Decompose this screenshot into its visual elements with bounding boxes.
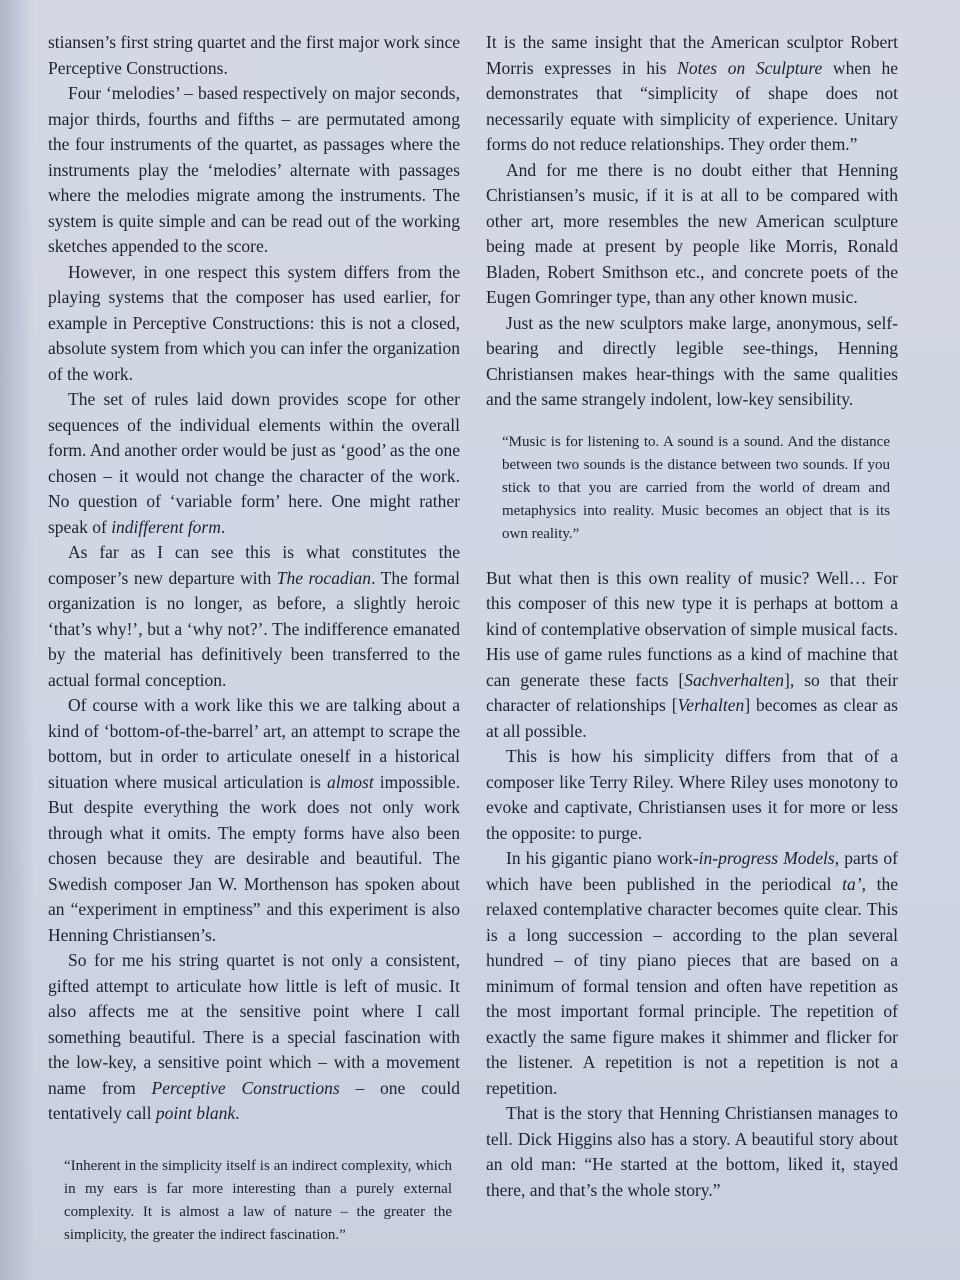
page-gutter-shadow (0, 0, 34, 1280)
paragraph-text: stiansen’s first string quartet and the first major work since Perceptive Constructions. (48, 32, 460, 78)
paragraph-text: . (235, 1103, 240, 1123)
quote-text: “Music is for listening to. A sound is a sound. And the distance between two sounds is the distance between two sounds. If you stick to that you are carried from the world of dream and metaphysics into reality. Music becomes an object that is its own reality.” (502, 433, 890, 542)
paragraph-text: The set of rules laid down provides scope for other sequences of the individual elements within the overall form. And another order would be just as ‘good’ as the one chosen – it would not change the character of the work. No question of ‘variable form’ here. One might rather speak of (48, 389, 460, 537)
paragraph (486, 846, 898, 1101)
paragraph (48, 387, 460, 540)
paragraph (486, 30, 898, 158)
paragraph-text: As far as I can see this is what constitutes the composer’s new departure with (48, 542, 460, 588)
paragraph (486, 566, 898, 745)
paragraph-text: ] becomes as clear as at all possible. (486, 695, 898, 741)
italic-term: point blank (155, 1103, 236, 1123)
paragraph (48, 948, 460, 1127)
paragraph (48, 540, 460, 693)
italic-title: The rocadian (276, 567, 372, 588)
left-column (48, 30, 460, 1267)
paragraph (486, 311, 898, 413)
paragraph-text: In his gigantic piano work- (506, 848, 699, 868)
paragraph (486, 1101, 898, 1203)
paragraph (486, 744, 898, 846)
paragraph-text: This is how his simplicity differs from that of a composer like Terry Riley. Where Riley uses monotony to evoke and captivate, Christiansen uses it for more or less the opposite: to purge. (486, 746, 898, 843)
paragraph-text: when he demonstrates that “simplicity of shape does not necessarily equate with simplicity of experience. Unitary forms do not reduce relationships. They order them.” (486, 57, 898, 154)
paragraph-text: It is the same insight that the American sculptor Robert Morris expresses in his (486, 32, 898, 78)
paragraph-text: Four ‘melodies’ – based respectively on major seconds, major thirds, fourths and fifths – are permutated among the four instruments of the quartet, as passages where the instruments play the ‘melodies’ alternate with passages where the melodies migrate among the instruments. The system is quite simple and can be read out of the working sketches appended to the score. (48, 83, 460, 256)
paragraph-text: impossible. But despite everything the work does not only work through what it omits. The empty forms have also been chosen because they are desirable and beautiful. The Swedish composer Jan W. Morthenson has spoken about an “experiment in emptiness” and this experiment is also Henning Christiansen’s. (48, 771, 460, 945)
paragraph (486, 158, 898, 311)
italic-title: in-progress Models (698, 848, 835, 868)
paragraph (48, 693, 460, 948)
italic-title: Notes on Sculpture (677, 57, 823, 78)
paragraph-text: . (220, 516, 226, 537)
paragraph-text: However, in one respect this system differs from the playing systems that the composer has used earlier, for example in Perceptive Constructions: this is not a closed, absolute system from which you can infer the organization of the work. (48, 261, 460, 384)
paragraph-text: – one could tentatively call (48, 1077, 460, 1123)
block-quote (502, 431, 890, 546)
paragraph-text: , parts of which have been published in the periodical (486, 848, 899, 894)
paragraph (48, 81, 460, 260)
block-quote (64, 1155, 452, 1247)
paragraph (48, 30, 460, 81)
italic-term: almost (327, 771, 374, 792)
italic-term: indifferent form (111, 516, 221, 537)
italic-term: Verhalten (677, 695, 745, 715)
italic-term: Sachverhalten (684, 669, 785, 690)
paragraph-text: , the relaxed contemplative character becomes quite clear. This is a long succession – according to the plan several hundred – of tiny piano pieces that are based on a minimum of formal tension and often have repetition as the most important formal principle. The repetition of exactly the same figure makes it shimmer and flicker for the listener. A repetition is not a repetition is not a repetition. (486, 873, 898, 1098)
paragraph-text: But what then is this own reality of music? Well… For this composer of this new type it is perhaps at bottom a kind of contemplative observation of simple musical facts. His use of game rules functions as a kind of machine that can generate these facts [ (486, 567, 898, 690)
paragraph (48, 260, 460, 388)
italic-title: Perceptive Constructions (151, 1077, 340, 1098)
italic-title: ta’ (842, 873, 862, 894)
paragraph-text: That is the story that Henning Christiansen manages to tell. Dick Higgins also has a story. A beautiful story about an old man: “He started at the bottom, liked it, stayed there, and that’s the whole story.” (486, 1103, 898, 1200)
right-column (486, 30, 898, 1203)
paragraph-text: Just as the new sculptors make large, anonymous, self-bearing and directly legible see-things, Henning Christiansen makes hear-things with the same qualities and the same strangely indolent, low-key sensibility. (486, 312, 898, 409)
quote-text: “Inherent in the simplicity itself is an indirect complexity, which in my ears is far more interesting than a purely external complexity. It is almost a law of nature – the greater the simplicity, the greater the indirect fascination.” (64, 1157, 452, 1243)
paragraph-text: ], so that their character of relationships [ (486, 669, 898, 715)
paragraph-text: And for me there is no doubt either that Henning Christiansen’s music, if it is at all to be compared with other art, more resembles the new American sculpture being made at present by people like Morris, Ronald Bladen, Robert Smithson etc., and concrete poets of the Eugen Gomringer type, than any other known music. (486, 159, 898, 307)
paragraph-text: . The formal organization is no longer, as before, a slightly heroic ‘that’s why!’, but a ‘why not?’. The indifference emanated by the material has definitively been transferred to the actual formal conception. (48, 567, 460, 690)
paragraph-text: Of course with a work like this we are talking about a kind of ‘bottom-of-the-barrel’ art, an attempt to scrape the bottom, but in order to articulate oneself in a historical situation where musical articulation is (48, 695, 460, 792)
paragraph-text: So for me his string quartet is not only a consistent, gifted attempt to articulate how little is left of music. It also affects me at the sensitive point where I call something beautiful. There is a special fascination with the low-key, a sensitive point which – with a movement name from (48, 950, 460, 1098)
